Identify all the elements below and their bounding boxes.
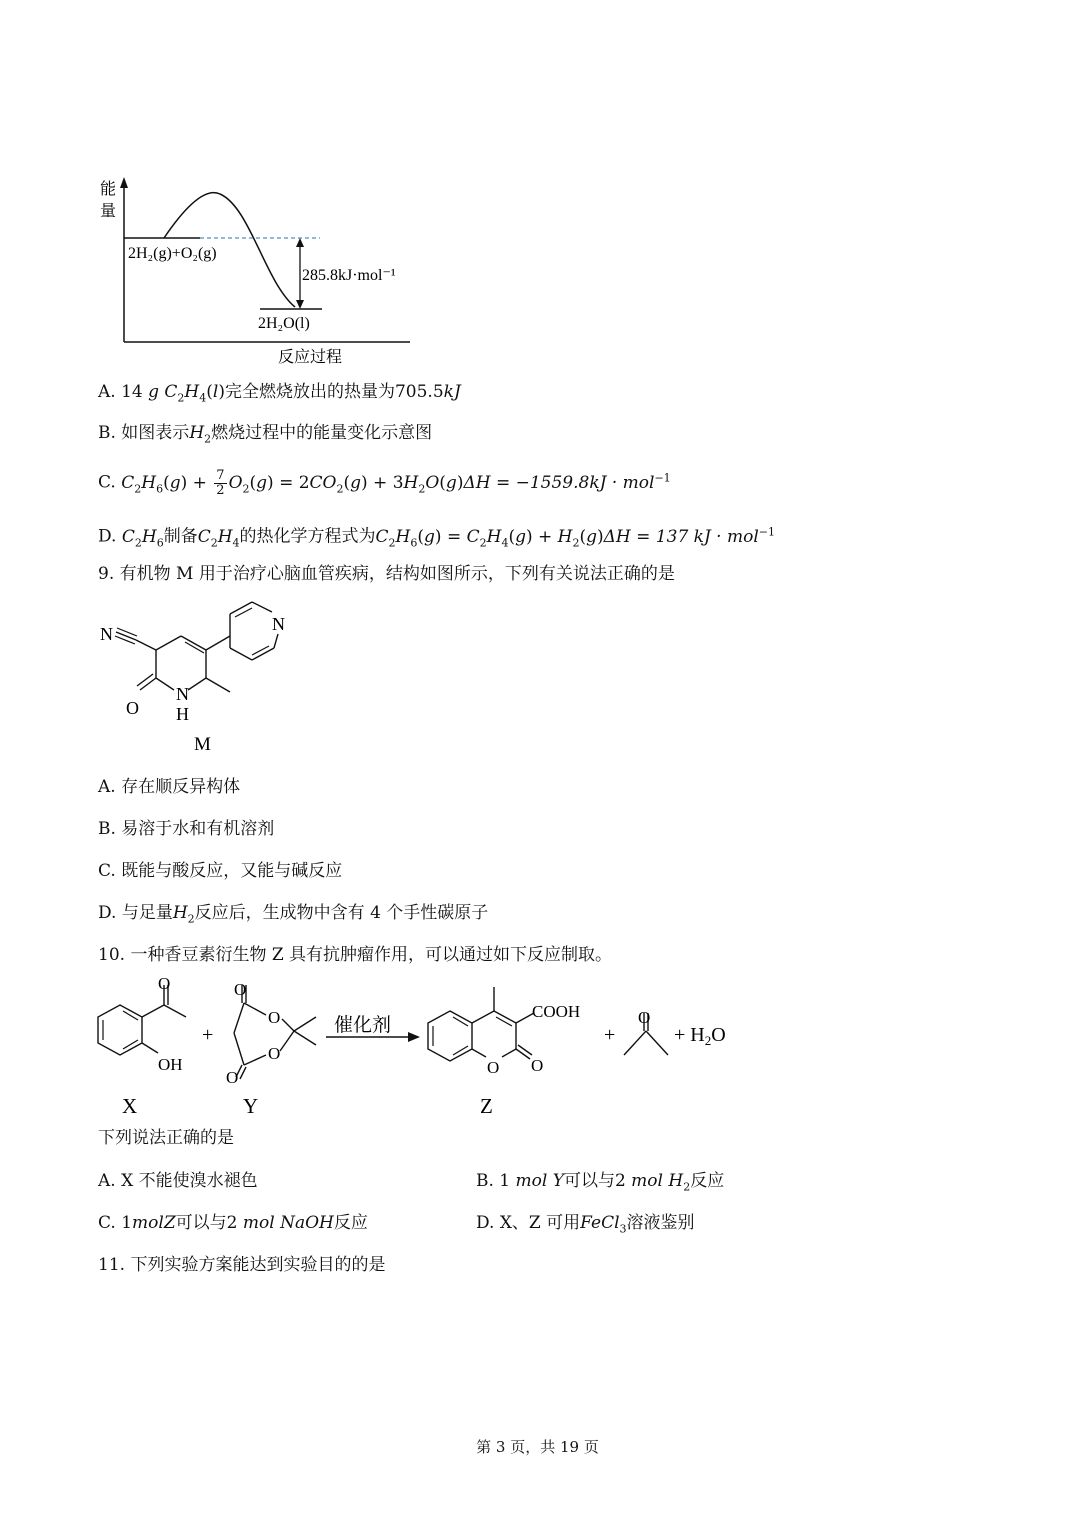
q8-b-h2: $H_2$ (189, 423, 212, 446)
q9-d-suffix: 反应后，生成物中含有 4 个手性碳原子 (194, 903, 489, 923)
catalyst-label: 催化剂 (334, 1014, 392, 1036)
atom-n-pyridine: N (272, 614, 285, 634)
q8-option-d (98, 520, 775, 555)
q10-option-d (476, 1211, 695, 1241)
q10-b-prefix: B. 1 (476, 1171, 511, 1191)
y-atom-o-ring2: O (268, 1044, 281, 1063)
arrow-head-up (296, 238, 304, 247)
atom-h: H (176, 704, 189, 724)
q8-b-suffix: 燃烧过程中的能量变化示意图 (211, 423, 433, 443)
q8-c-dh: ΔH = −1559.8kJ · mol (463, 472, 655, 493)
x-oh-label: OH (158, 1055, 183, 1074)
x-axis-label: 反应过程 (278, 347, 343, 366)
molecule-label-m: M (194, 734, 211, 755)
q8-c-equation: $C_2H_6(g)$ + $\frac{7}{2}$ $O_2(g) = 2CO_2(g) + 3H_2O(g)\Delta H = -1559.8kJ \cdot mol^{-1}$ (121, 467, 671, 498)
y-axis-label-2: 量 (100, 201, 117, 220)
molecule-x (98, 975, 186, 1074)
label-x: X (122, 1094, 138, 1118)
atom-n-nitrile: N (100, 624, 113, 644)
q10-after: 下列说法正确的是 (98, 1128, 234, 1148)
q10-b-mid: 可以与2 (563, 1171, 626, 1191)
y-axis-label-1: 能 (100, 179, 117, 198)
energy-diagram (90, 172, 430, 372)
q8-d-c2h4: $C_2H_4$ (197, 526, 240, 550)
q8-option-a (98, 380, 461, 410)
z-atom-o-carbonyl: O (531, 1056, 544, 1075)
reactants-label: 2H₂(g)+O₂(g) (128, 245, 217, 262)
q10-d-fecl3: FeCl$_3$ (580, 1213, 627, 1236)
q8-d-prefix: D. (98, 526, 117, 547)
q10-option-c (98, 1211, 368, 1235)
reaction-scheme (90, 975, 750, 1120)
page-footer: 第 3 页，共 19 页 (476, 1438, 599, 1456)
q10-d-prefix: D. X、Z 可用 (476, 1213, 581, 1233)
q10-option-b (476, 1169, 724, 1199)
water-label: + $H_2O$ (674, 1024, 726, 1048)
q9-option-c: C. 既能与酸反应，又能与碱反应 (98, 861, 343, 881)
label-y: Y (243, 1094, 259, 1118)
q10-c-molz: molZ (132, 1213, 176, 1233)
q8-d-equation: $C_2H_6(g) = C_2H_4(g) + H_2(g)\Delta H = 137$ kJ · mol$^{-1}$ (375, 525, 775, 550)
q9-stem: 9. 有机物 M 用于治疗心脑血管疾病，结构如图所示，下列有关说法正确的是 (98, 564, 675, 584)
y-atom-o-ring1: O (268, 1008, 281, 1027)
y-atom-o-bottom: O (226, 1068, 239, 1087)
q10-d-suffix: 溶液鉴别 (626, 1213, 695, 1233)
q10-option-a: A. X 不能使溴水褪色 (98, 1171, 258, 1191)
q9-option-a: A. 存在顺反异构体 (98, 777, 241, 797)
atom-o: O (126, 698, 139, 718)
z-cooh-label: COOH (532, 1002, 581, 1021)
molecule-m (96, 600, 306, 760)
molecule-z (428, 987, 580, 1077)
q8-d-dh: ΔH = 137 kJ · mol (603, 526, 759, 547)
product-label: 2H₂O(l) (258, 315, 310, 332)
label-z: Z (480, 1094, 493, 1118)
q8-option-c (98, 466, 671, 501)
q10-c-mid: 可以与2 (175, 1213, 238, 1233)
q10-b-suffix: 反应 (690, 1171, 725, 1191)
reaction-arrow-head (408, 1032, 420, 1042)
q8-a-unit: kJ (443, 382, 461, 402)
q8-a-prefix: A. 14 (98, 382, 143, 402)
x-atom-o: O (158, 975, 171, 993)
q10-c-prefix: C. 1 (98, 1213, 133, 1233)
q8-b-prefix: B. 如图表示 (98, 423, 190, 443)
atom-nh: N (176, 684, 189, 704)
q10-c-suffix: 反应 (333, 1213, 368, 1233)
y-axis-arrow (120, 177, 128, 188)
q10-b-moly: mol Y (510, 1171, 564, 1191)
q10-b-molh2: mol $H_2$ (625, 1171, 691, 1194)
q8-c-prefix: C. (98, 472, 116, 493)
q11-stem: 11. 下列实验方案能达到实验目的的是 (98, 1255, 386, 1275)
q8-d-mid: 制备 (163, 526, 198, 547)
q9-option-b: B. 易溶于水和有机溶剂 (98, 819, 275, 839)
q9-d-prefix: D. 与足量 (98, 903, 173, 923)
q9-d-h2: $H_2$ (172, 903, 195, 926)
plus-2: + (604, 1024, 616, 1046)
molecule-acetone (624, 1008, 668, 1055)
molecule-y (226, 980, 316, 1087)
q8-d-c2h6: $C_2H_6$ (121, 526, 164, 550)
acetone-atom-o: O (638, 1008, 651, 1027)
energy-label: 285.8kJ·mol⁻¹ (302, 267, 396, 284)
q8-a-math1: g C (148, 382, 178, 402)
q10-c-molnaoh: mol NaOH (237, 1213, 334, 1233)
q10-stem: 10. 一种香豆素衍生物 Z 具有抗肿瘤作用，可以通过如下反应制取。 (98, 945, 613, 965)
q8-d-text: 的热化学方程式为 (239, 526, 376, 547)
q8-a-math: g $C_2H_4(l)$ (148, 382, 225, 405)
y-atom-o-top: O (234, 980, 247, 999)
plus-1: + (202, 1024, 214, 1046)
arrow-head-down (296, 300, 304, 309)
z-atom-o-ring: O (487, 1058, 500, 1077)
q9-option-d (98, 901, 488, 931)
q8-a-mid: 完全燃烧放出的热量为705.5 (224, 382, 444, 402)
q8-option-b (98, 421, 432, 451)
